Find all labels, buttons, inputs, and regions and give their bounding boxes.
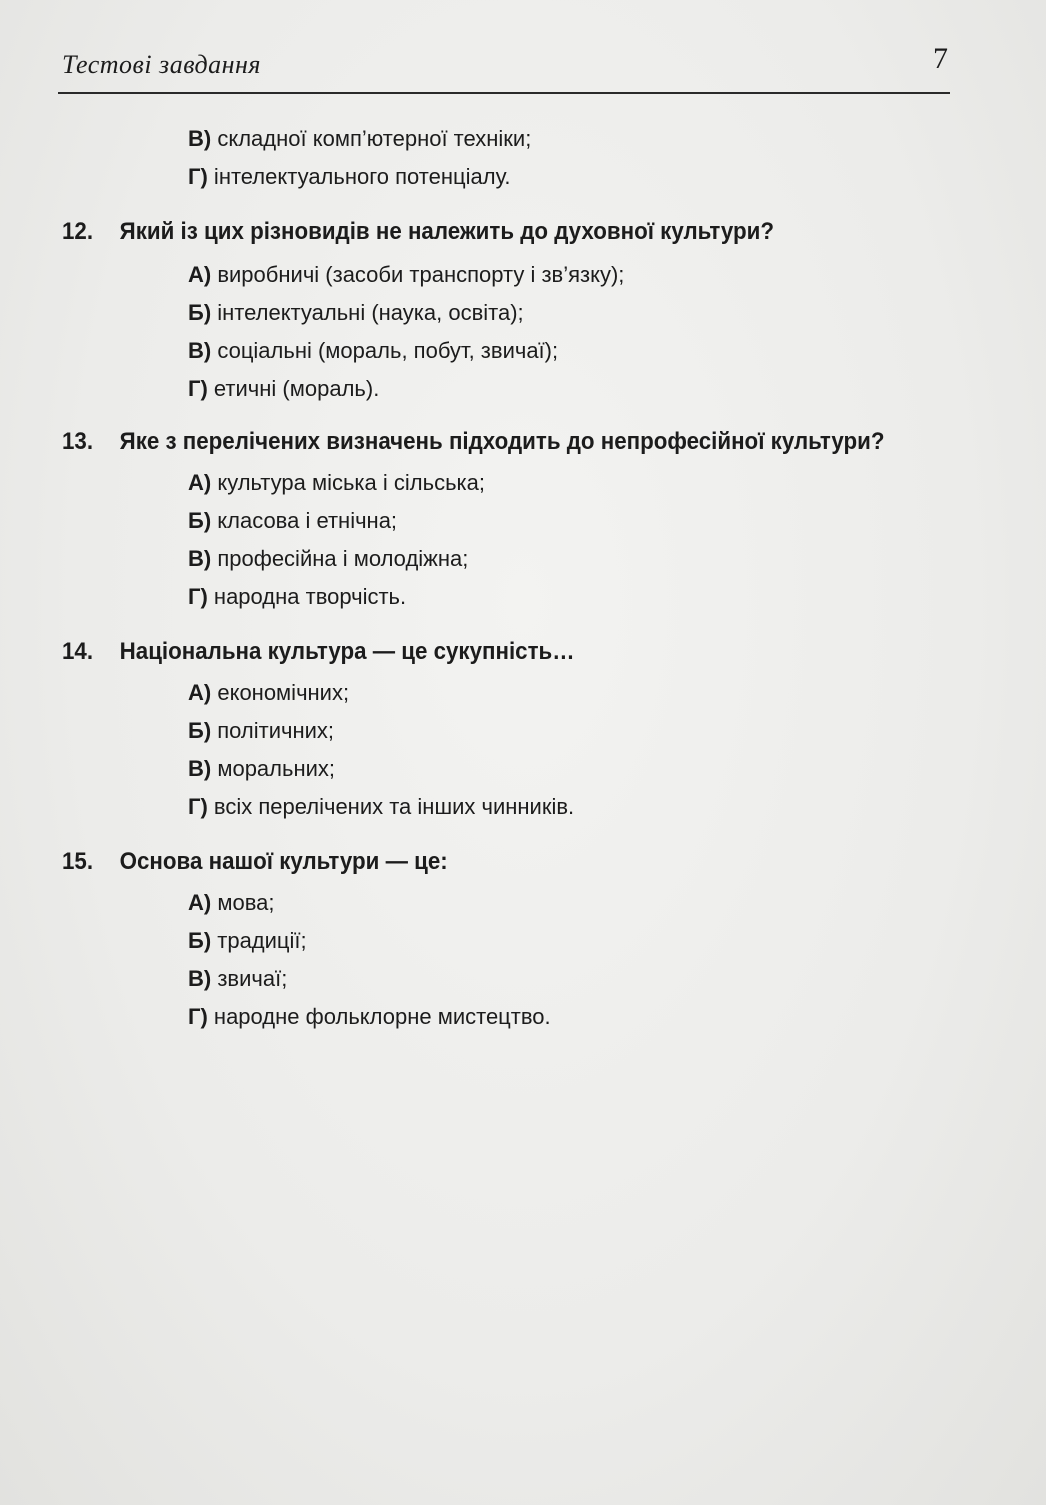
option-13-d	[188, 584, 406, 610]
option-14-b	[188, 718, 334, 744]
option-letter: Б)	[188, 300, 212, 325]
option-text: інтелектуальні (наука, освіта);	[211, 300, 524, 325]
option-letter: А)	[188, 890, 212, 915]
option-text: соціальні (мораль, побут, звичаї);	[211, 338, 559, 363]
option-text: народне фольклорне мистецтво.	[207, 1004, 551, 1029]
option-15-a	[188, 890, 274, 916]
option-letter: Б)	[188, 718, 212, 743]
option-text: етичні (мораль).	[207, 376, 380, 401]
option-15-d	[188, 1004, 551, 1030]
option-letter: Б)	[188, 928, 212, 953]
option-letter: Г)	[188, 376, 208, 401]
section-title: Тестові завдання	[62, 50, 262, 79]
option-letter: Г)	[188, 1004, 208, 1029]
option-12-c	[188, 338, 558, 364]
option-12-a	[188, 262, 624, 288]
question-15	[62, 848, 448, 876]
option-text: складної комп’ютерної техніки;	[211, 126, 532, 151]
option-text: всіх перелічених та інших чинників.	[207, 794, 575, 819]
question-number: 14.	[62, 638, 94, 665]
option-letter: В)	[188, 338, 212, 363]
option-letter: В)	[188, 966, 212, 991]
option-13-a	[188, 470, 485, 496]
option-text: виробничі (засоби транспорту і зв’язку);	[211, 262, 625, 287]
option-letter: В)	[188, 546, 212, 571]
option-12-b	[188, 300, 524, 326]
option-letter: В)	[188, 756, 212, 781]
option-13-c	[188, 546, 468, 572]
option-15-b	[188, 928, 307, 954]
option-11-c	[188, 126, 531, 152]
option-text: народна творчість.	[207, 584, 407, 609]
option-text: професійна і молодіжна;	[211, 546, 469, 571]
option-text: політичних;	[211, 718, 335, 743]
option-text: класова і етнічна;	[211, 508, 398, 533]
option-letter: Г)	[188, 164, 208, 189]
question-number: 15.	[62, 848, 94, 875]
question-12	[62, 218, 774, 246]
option-letter: Г)	[188, 584, 208, 609]
question-number: 13.	[62, 428, 94, 455]
option-letter: А)	[188, 262, 212, 287]
option-text: мова;	[211, 890, 275, 915]
running-header	[58, 40, 950, 94]
option-15-c	[188, 966, 287, 992]
option-13-b	[188, 508, 397, 534]
option-text: звичаї;	[211, 966, 288, 991]
option-14-a	[188, 680, 349, 706]
question-text: Основа нашої культури — це:	[119, 848, 448, 875]
option-12-d	[188, 376, 379, 402]
question-text: Яке з перелічених визначень підходить до непрофесійної культури?	[119, 428, 885, 455]
option-14-d	[188, 794, 574, 820]
option-letter: А)	[188, 470, 212, 495]
option-14-c	[188, 756, 335, 782]
option-letter: Б)	[188, 508, 212, 533]
question-14	[62, 638, 575, 666]
option-letter: Г)	[188, 794, 208, 819]
option-text: моральних;	[211, 756, 336, 781]
option-11-d	[188, 164, 510, 190]
option-text: традиції;	[211, 928, 307, 953]
question-text: Який із цих різновидів не належить до духовної культури?	[119, 218, 775, 245]
page-number: 7	[933, 42, 948, 75]
option-text: економічних;	[211, 680, 350, 705]
question-number: 12.	[62, 218, 94, 245]
question-13	[62, 428, 884, 456]
option-text: інтелектуального потенціалу.	[207, 164, 511, 189]
option-text: культура міська і сільська;	[211, 470, 485, 495]
option-letter: В)	[188, 126, 212, 151]
question-text: Національна культура — це сукупність…	[119, 638, 575, 665]
option-letter: А)	[188, 680, 212, 705]
